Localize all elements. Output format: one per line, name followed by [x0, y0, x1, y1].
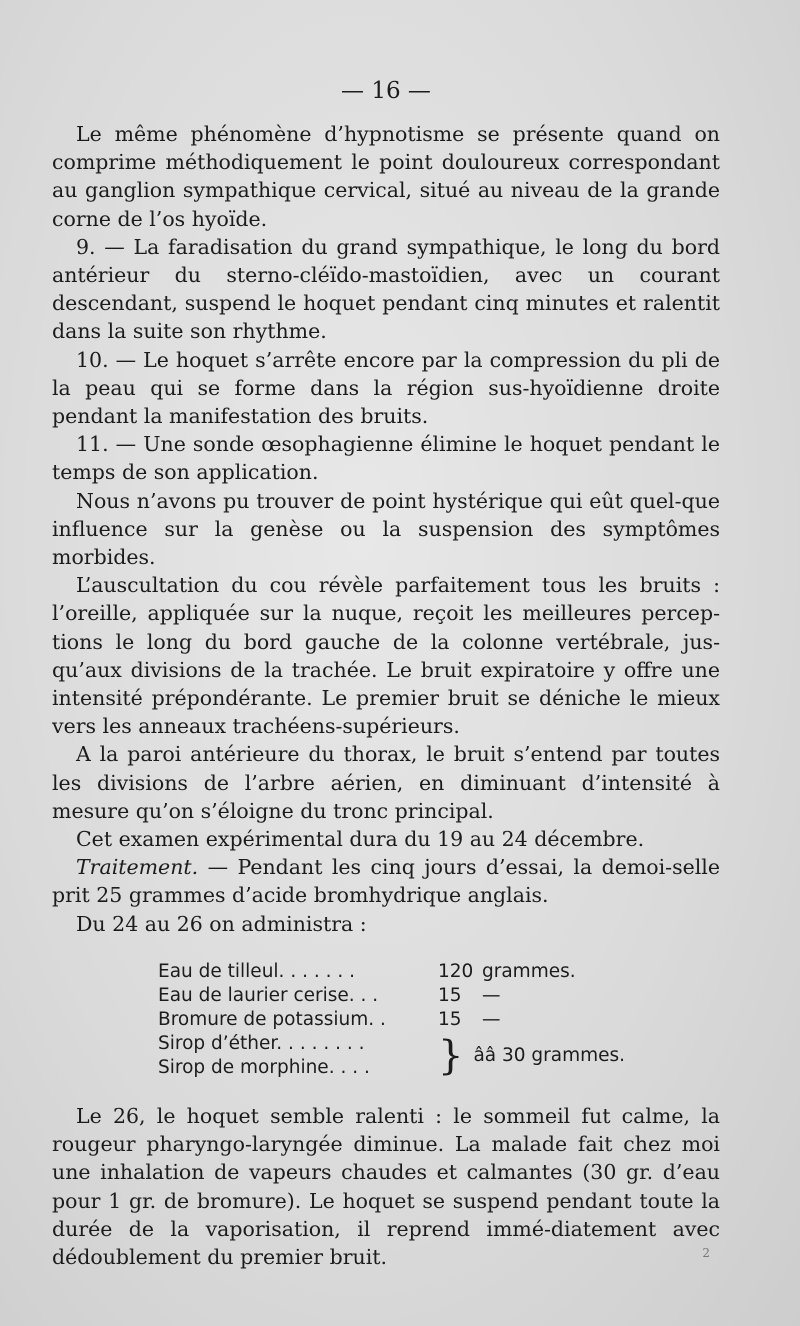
prescription-list	[158, 960, 720, 1080]
ingredient-quantity: 15	[438, 984, 462, 1006]
signature-mark: 2	[702, 1246, 710, 1260]
traitement-label: Traitement.	[76, 855, 199, 880]
paragraph-9: 9. — La faradisation du grand sympathique, le long du bord antérieur du sterno-cléïdo-mastoïdien, avec un courant descendant, suspend le hoquet pendant cinq minutes et ralentit dans la suite son rhythme.	[52, 234, 720, 344]
ingredient-unit: —	[482, 984, 501, 1006]
ingredient-name: Eau de laurier cerise. . .	[158, 984, 379, 1006]
paragraph-administration: Du 24 au 26 on administra :	[76, 911, 367, 936]
ingredient-name: Sirop d’éther. . . . . . . .	[158, 1032, 365, 1054]
body-text	[52, 120, 720, 1271]
ingredient-name: Bromure de potassium. .	[158, 1008, 386, 1030]
brace-glyph: }	[438, 1032, 464, 1079]
ingredient-name: Eau de tilleul. . . . . . .	[158, 960, 356, 982]
page-number: — 16 —	[341, 78, 431, 104]
ingredient-quantity: 120	[438, 960, 474, 982]
paragraph-hysterique: Nous n’avons pu trouver de point hystérique qui eût quel-que influence sur la genèse ou la suspension des symptômes morbides.	[52, 488, 720, 570]
paragraph-examen: Cet examen expérimental dura du 19 au 24 décembre.	[76, 827, 645, 852]
traitement-text: — Pendant les cinq jours d’essai, la demoi-selle prit 25 grammes d’acide bromhydrique anglais.	[52, 855, 720, 908]
grouped-amount: ââ 30 grammes.	[473, 1044, 626, 1066]
prescription-row	[158, 1008, 720, 1032]
ingredient-unit: —	[482, 1008, 501, 1030]
ingredient-name: Sirop de morphine. . . .	[158, 1056, 370, 1078]
grouped-ingredients	[158, 1032, 438, 1080]
paragraph-traitement	[52, 853, 720, 909]
ingredient-unit: grammes.	[482, 960, 576, 982]
paragraph-closing: Le 26, le hoquet semble ralenti : le sommeil fut calme, la rougeur pharyngo-laryngée diminue. La malade fait chez moi une inhalation de vapeurs chaudes et calmantes (30 gr. d’eau pour 1 gr. de bromure). Le hoquet se suspend pendant toute la durée de la vaporisation, il reprend immé-diatement avec dédoublement du premier bruit.	[52, 1103, 720, 1269]
prescription-group	[158, 1032, 720, 1080]
paragraph-11: 11. — Une sonde œsophagienne élimine le hoquet pendant le temps de son application.	[52, 432, 720, 485]
prescription-row	[158, 960, 720, 984]
paragraph-thorax: A la paroi antérieure du thorax, le bruit s’entend par toutes les divisions de l’arbre aérien, en diminuant d’intensité à mesure qu’on s’éloigne du tronc principal.	[52, 742, 720, 823]
paragraph-10: 10. — Le hoquet s’arrête encore par la compression du pli de la peau qui se forme dans la région sus-hyoïdienne droite pendant la manifestation des bruits.	[52, 347, 720, 429]
paragraph-hypnotisme: Le même phénomène d’hypnotisme se présente quand on comprime méthodiquement le point douloureux correspondant au ganglion sympathique cervical, situé au niveau de la grande corne de l’os hyoïde.	[52, 122, 720, 231]
paragraph-auscultation: L’auscultation du cou révèle parfaitement tous les bruits : l’oreille, appliquée sur la nuque, reçoit les meilleures percep-tions le long du bord gauche de la colonne vertébrale, jus-qu’aux divisions de la trachée. Le bruit expiratoire y offre une intensité prépondérante. Le premier bruit se déniche le mieux vers les anneaux trachéens-supérieurs.	[52, 573, 720, 739]
ingredient-quantity: 15	[438, 1008, 462, 1030]
prescription-row	[158, 984, 720, 1008]
